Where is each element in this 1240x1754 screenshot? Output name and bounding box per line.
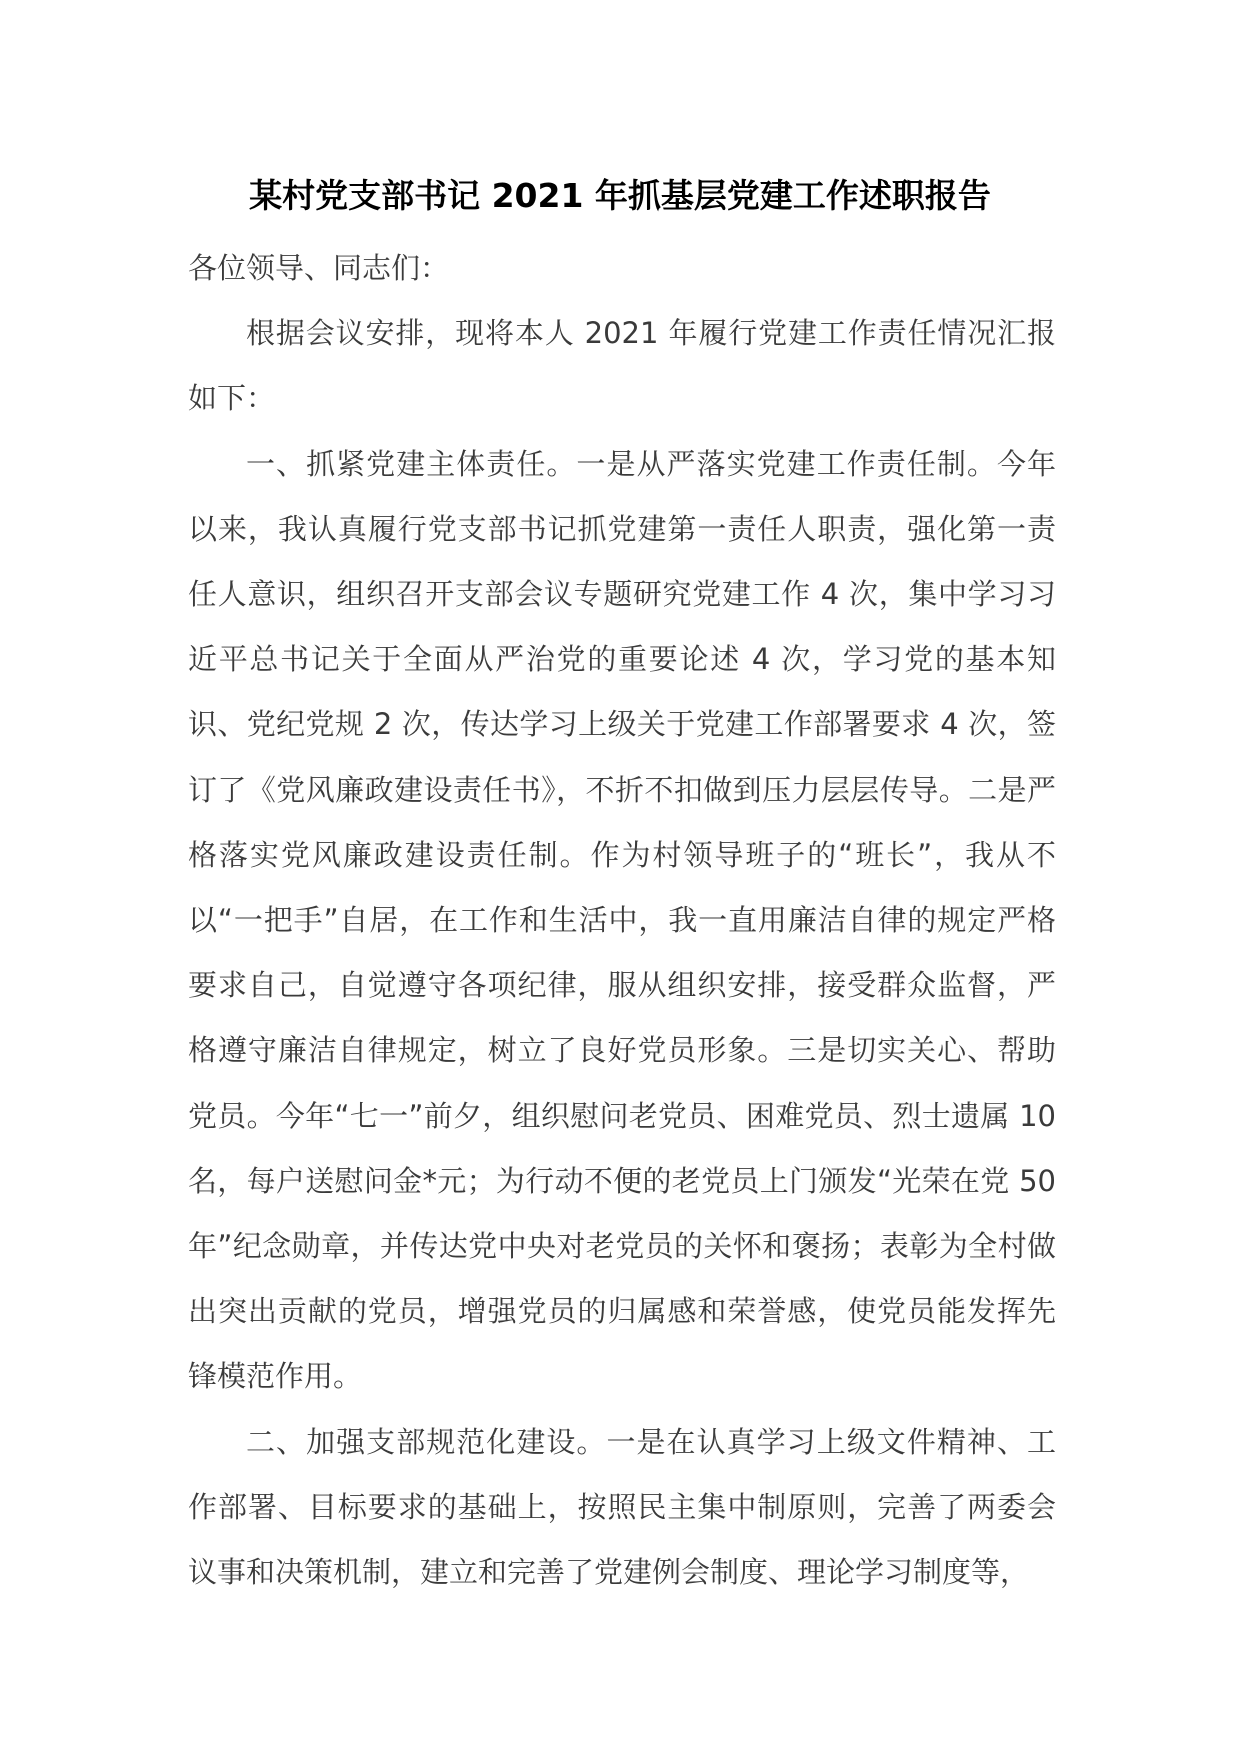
document-title: 某村党支部书记 2021 年抓基层党建工作述职报告 [249, 176, 991, 215]
document-body [188, 236, 1056, 1605]
section-one-paragraph: 一、抓紧党建主体责任。一是从严落实党建工作责任制。今年以来，我认真履行党支部书记抓党建第一责任人职责，强化第一责任人意识，组织召开支部会议专题研究党建工作 4 次，集中学习习近平总书记关于全面从严治党的重要论述 4 次，学习党的基本知识、党纪党规 2 次，传达学习上级关于党建工作部署要求 4 次，签订了《党风廉政建设责任书》，不折不扣做到压力层层传导。二是严格落实党风廉政建设责任制。作为村领导班子的“班长”，我从不以“一把手”自居，在工作和生活中，我一直用廉洁自律的规定严格要求自己，自觉遵守各项纪律，服从组织安排，接受群众监督，严格遵守廉洁自律规定，树立了良好党员形象。三是切实关心、帮助党员。今年“七一”前夕，组织慰问老党员、困难党员、烈士遗属 10 名，每户送慰问金*元；为行动不便的老党员上门颁发“光荣在党 50 年”纪念勋章，并传达党中央对老党员的关怀和褒扬；表彰为全村做出突出贡献的党员，增强党员的归属感和荣誉感，使党员能发挥先锋模范作用。 [188, 446, 1056, 1394]
intro-paragraph: 根据会议安排，现将本人 2021 年履行党建工作责任情况汇报如下： [188, 316, 1056, 416]
salutation: 各位领导、同志们： [188, 251, 450, 285]
section-two-paragraph: 二、加强支部规范化建设。一是在认真学习上级文件精神、工作部署、目标要求的基础上，按照民主集中制原则，完善了两委会议事和决策机制，建立和完善了党建例会制度、理论学习制度等， [188, 1424, 1056, 1590]
